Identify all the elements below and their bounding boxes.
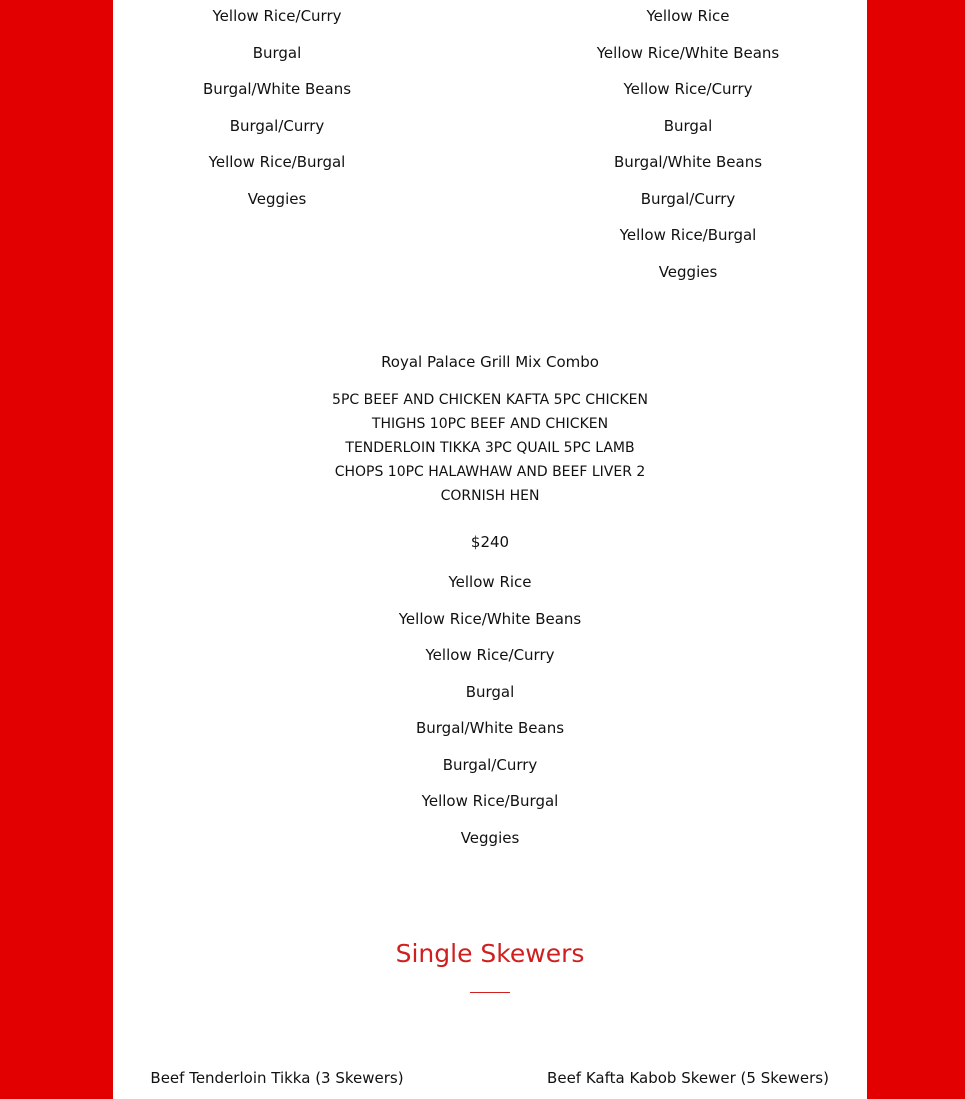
side-option: Yellow Rice/White Beans: [596, 44, 780, 62]
side-option: Yellow Rice: [448, 573, 532, 591]
side-option: Burgal/Curry: [229, 117, 325, 135]
section-title-single-skewers: Single Skewers: [395, 939, 585, 968]
side-option: Veggies: [658, 263, 718, 281]
side-option: Burgal: [252, 44, 302, 62]
side-option: Yellow Rice/Burgal: [421, 792, 559, 810]
side-option: Yellow Rice/Curry: [425, 646, 555, 664]
combo-description: 5PC BEEF AND CHICKEN KAFTA 5PC CHICKEN THIGHS 10PC BEEF AND CHICKEN TENDERLOIN TIKKA 3PC QUAIL 5PC LAMB CHOPS 10PC HALAWHAW AND BEEF LIVER 2 CORNISH HEN: [332, 392, 648, 504]
menu-item-name: Beef Kafta Kabob Skewer (5 Skewers): [547, 1069, 829, 1087]
side-option: Yellow Rice/Curry: [212, 7, 342, 25]
side-option: Burgal/White Beans: [613, 153, 763, 171]
side-option: Yellow Rice: [646, 7, 730, 25]
menu-panel: [113, 0, 867, 1099]
side-option: Yellow Rice/Curry: [623, 80, 753, 98]
side-option: Burgal: [465, 683, 515, 701]
menu-item-name: Beef Tenderloin Tikka (3 Skewers): [150, 1069, 404, 1087]
side-option: Burgal/Curry: [640, 190, 736, 208]
side-option: Veggies: [247, 190, 307, 208]
side-option: Burgal/White Beans: [202, 80, 352, 98]
side-option: Burgal/Curry: [442, 756, 538, 774]
side-option: Yellow Rice/Burgal: [619, 226, 757, 244]
section-divider: [470, 992, 510, 993]
side-option: Burgal/White Beans: [415, 719, 565, 737]
combo-price: $240: [470, 533, 510, 551]
side-option: Yellow Rice/Burgal: [208, 153, 346, 171]
combo-title: Royal Palace Grill Mix Combo: [381, 353, 599, 371]
side-option: Veggies: [460, 829, 520, 847]
side-option: Burgal: [663, 117, 713, 135]
side-option: Yellow Rice/White Beans: [398, 610, 582, 628]
